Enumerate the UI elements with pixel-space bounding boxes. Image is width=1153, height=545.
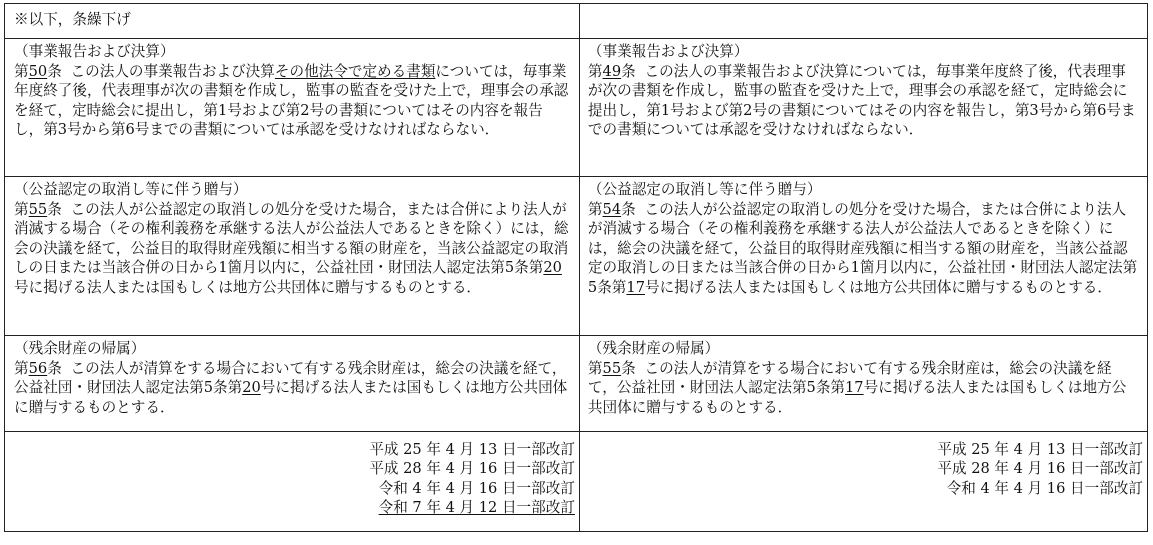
article-text: 第49条 この法人の事業報告および決算については，毎事業年度終了後，代表理事が次の書類を作成し，監事の監査を受けた上で，理事会の承認を経て，定時総会に提出し，第1号および第2号の書類についてはその内容を報告し，第3号から第6号までの書類については承認を受けなければならない． bbox=[587, 62, 1136, 139]
section-heading: （公益認定の取消し等に伴う贈与） bbox=[14, 181, 248, 198]
added-phrase: その他法令で定める書類 bbox=[274, 62, 436, 80]
section-row-residual-assets bbox=[5, 336, 1148, 432]
article-number: 56 bbox=[28, 359, 48, 377]
article-number: 50 bbox=[28, 62, 48, 80]
revision-date: 平成 28 年 4 月 16 日一部改訂 bbox=[369, 460, 575, 478]
section-row-gift-on-revocation bbox=[5, 177, 1148, 336]
revision-date: 平成 25 年 4 月 13 日一部改訂 bbox=[937, 441, 1143, 458]
revision-date: 平成 25 年 4 月 13 日一部改訂 bbox=[369, 441, 575, 458]
left-business-report-cell bbox=[5, 39, 580, 177]
revision-date-new: 令和 7 年 4 月 12 日一部改訂 bbox=[378, 499, 575, 517]
comparison-table bbox=[4, 3, 1148, 532]
note-cell-right bbox=[579, 4, 1147, 39]
right-business-report-cell bbox=[579, 39, 1147, 177]
section-heading: （公益認定の取消し等に伴う贈与） bbox=[587, 181, 822, 198]
article-text: 第56条 この法人が清算をする場合において有する残余財産は，総会の決議を経て，公益社団・財団法人認定法第5条第20号に掲げる法人または国もしくは地方公共団体に贈与するものとする． bbox=[14, 359, 568, 416]
right-residual-cell bbox=[579, 336, 1147, 432]
revision-date: 平成 28 年 4 月 16 日一部改訂 bbox=[937, 460, 1143, 478]
article-text: 第50条 この法人の事業報告および決算その他法令で定める書類については，毎事業年度終了後，代表理事が次の書類を作成し，監事の監査を受けた上で，理事会の承認を経て，定時総会に提出し，第1号および第2号の書類についてはその内容を報告し，第3号から第6号までの書類については承認を受けなければならない． bbox=[14, 62, 569, 139]
left-residual-cell bbox=[5, 336, 580, 432]
left-gift-cell bbox=[5, 177, 580, 336]
section-heading: （残余財産の帰属） bbox=[14, 340, 146, 357]
section-row-business-report bbox=[5, 39, 1148, 177]
article-number: 49 bbox=[602, 62, 622, 80]
section-heading: （事業報告および決算） bbox=[14, 43, 175, 60]
section-heading: （残余財産の帰属） bbox=[587, 340, 720, 357]
item-number: 20 bbox=[242, 379, 261, 397]
note-row bbox=[5, 4, 1148, 39]
section-heading: （事業報告および決算） bbox=[587, 43, 749, 60]
note-cell-left bbox=[5, 4, 580, 39]
right-gift-cell bbox=[579, 177, 1147, 336]
article-number: 54 bbox=[602, 200, 622, 218]
article-text: 第55条 この法人が清算をする場合において有する残余財産は，総会の決議を経て，公益社団・財団法人認定法第5条第17号に掲げる法人または国もしくは地方公共団体に贈与するものとする． bbox=[587, 359, 1127, 416]
left-revision-cell bbox=[5, 432, 580, 532]
revision-date: 令和 4 年 4 月 16 日一部改訂 bbox=[378, 479, 575, 497]
item-number: 17 bbox=[845, 379, 864, 397]
revision-row bbox=[5, 432, 1148, 532]
renumber-note: ※以下，条繰下げ bbox=[14, 11, 131, 28]
item-number: 17 bbox=[626, 278, 645, 296]
revision-date: 令和 4 年 4 月 16 日一部改訂 bbox=[946, 479, 1143, 497]
article-number: 55 bbox=[602, 359, 622, 377]
item-number: 20 bbox=[543, 259, 562, 277]
article-text: 第54条 この法人が公益認定の取消しの処分を受けた場合，または合併により法人が消滅する場合（その権利義務を承継する法人が公益法人であるときを除く）には，総会の決議を経て，公益目的取得財産残額に相当する額の財産を，当該公益認定の取消しの日または当該合併の日から1箇月以内に，公益社団・財団法人認定法第5条第17号に掲げる法人または国もしくは地方公共団体に贈与するものとする． bbox=[587, 200, 1138, 296]
comparison-document bbox=[4, 3, 1148, 541]
article-number: 55 bbox=[28, 200, 48, 218]
article-text: 第55条 この法人が公益認定の取消しの処分を受けた場合，または合併により法人が消滅する場合（その権利義務を承継する法人が公益法人であるときを除く）には，総会の決議を経て，公益目的取得財産残額に相当する額の財産を，当該公益認定の取消しの日または当該合併の日から1箇月以内に，公益社団・財団法人認定法第5条第20号に掲げる法人または国もしくは地方公共団体に贈与するものとする． bbox=[14, 200, 569, 296]
right-revision-cell bbox=[579, 432, 1147, 532]
